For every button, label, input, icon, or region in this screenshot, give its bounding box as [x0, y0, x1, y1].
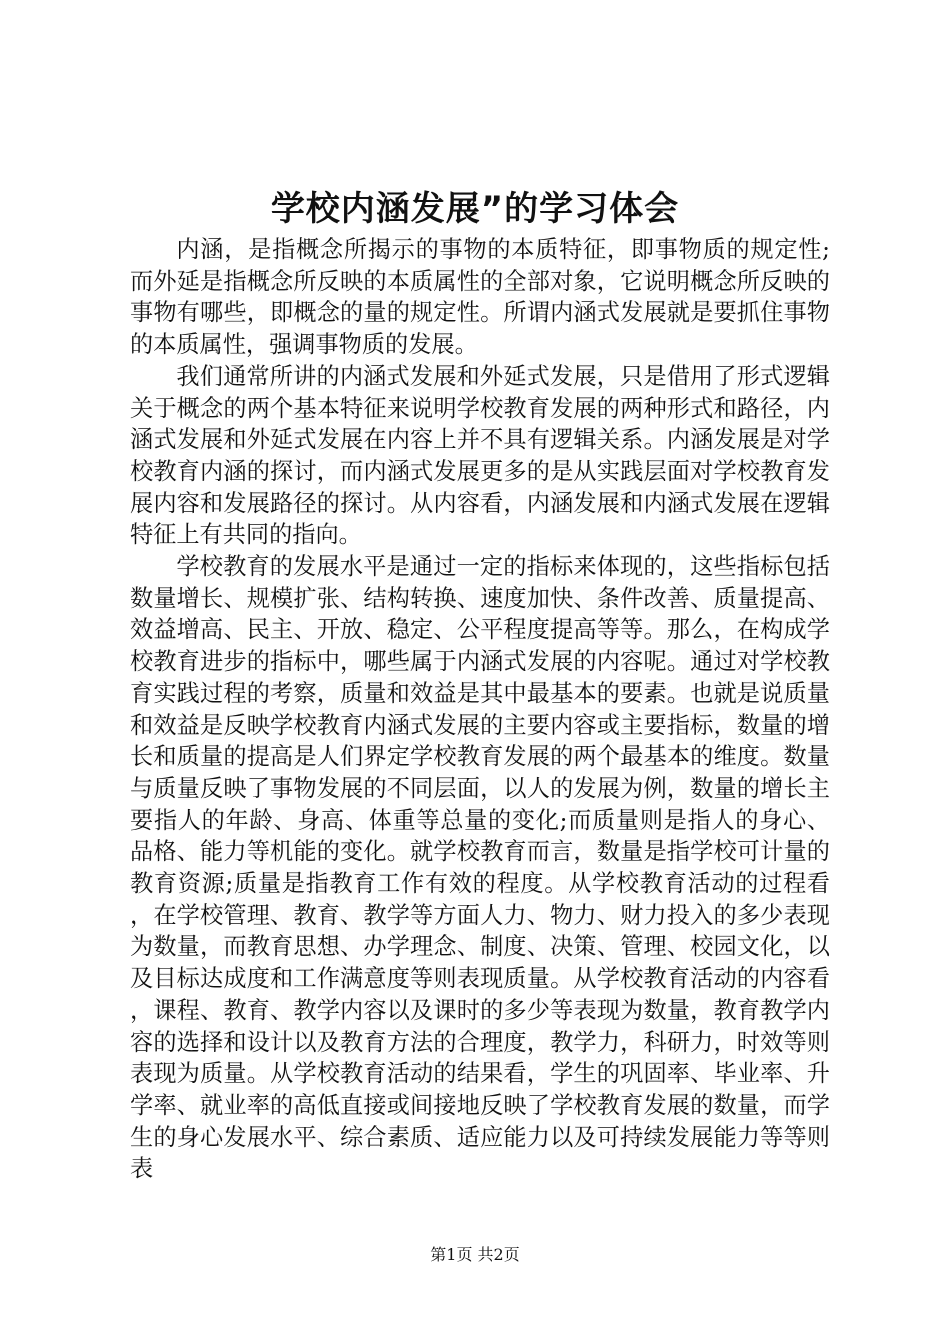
paragraph-3: 学校教育的发展水平是通过一定的指标来体现的，这些指标包括数量增长、规模扩张、结构转换、速度加快、条件改善、质量提高、效益增高、民主、开放、稳定、公平程度提高等等。那么，在构成学校教育进步的指标中，哪些属于内涵式发展的内容呢。通过对学校教育实践过程的考察，质量和效益是其中最基本的要素。也就是说质量和效益是反映学校教育内涵式发展的主要内容或主要指标，数量的增长和质量的提高是人们界定学校教育发展的两个最基本的维度。数量与质量反映了事物发展的不同层面，以人的发展为例，数量的增长主要指人的年龄、身高、体重等总量的变化;而质量则是指人的身心、品格、能力等机能的变化。就学校教育而言，数量是指学校可计量的教育资源;质量是指教育工作有效的程度。从学校教育活动的过程看，在学校管理、教育、教学等方面人力、物力、财力投入的多少表现为数量，而教育思想、办学理念、制度、决策、管理、校园文化，以及目标达成度和工作满意度等则表现质量。从学校教育活动的内容看，课程、教育、教学内容以及课时的多少等表现为数量，教育教学内容的选择和设计以及教育方法的合理度，教学力，科研力，时效等则表现为质量。从学校教育活动的结果看，学生的巩固率、毕业率、升学率、就业率的高低直接或间接地反映了学校教育发展的数量，而学生的身心发展水平、综合素质、适应能力以及可持续发展能力等等则表 — [130, 553, 830, 1183]
paragraph-2: 我们通常所讲的内涵式发展和外延式发展，只是借用了形式逻辑关于概念的两个基本特征来说明学校教育发展的两种形式和路径，内涵式发展和外延式发展在内容上并不具有逻辑关系。内涵发展是对学校教育内涵的探讨，而内涵式发展更多的是从实践层面对学校教育发展内容和发展路径的探讨。从内容看，内涵发展和内涵式发展在逻辑特征上有共同的指向。 — [130, 362, 830, 549]
paragraph-1: 内涵，是指概念所揭示的事物的本质特征，即事物质的规定性;而外延是指概念所反映的本质属性的全部对象，它说明概念所反映的事物有哪些，即概念的量的规定性。所谓内涵式发展就是要抓住事物的本质属性，强调事物质的发展。 — [130, 236, 830, 359]
document-title: 学校内涵发展”的学习体会 — [270, 189, 680, 229]
page-footer: 第1页 共2页 — [430, 1245, 520, 1264]
document-body — [130, 234, 830, 1185]
